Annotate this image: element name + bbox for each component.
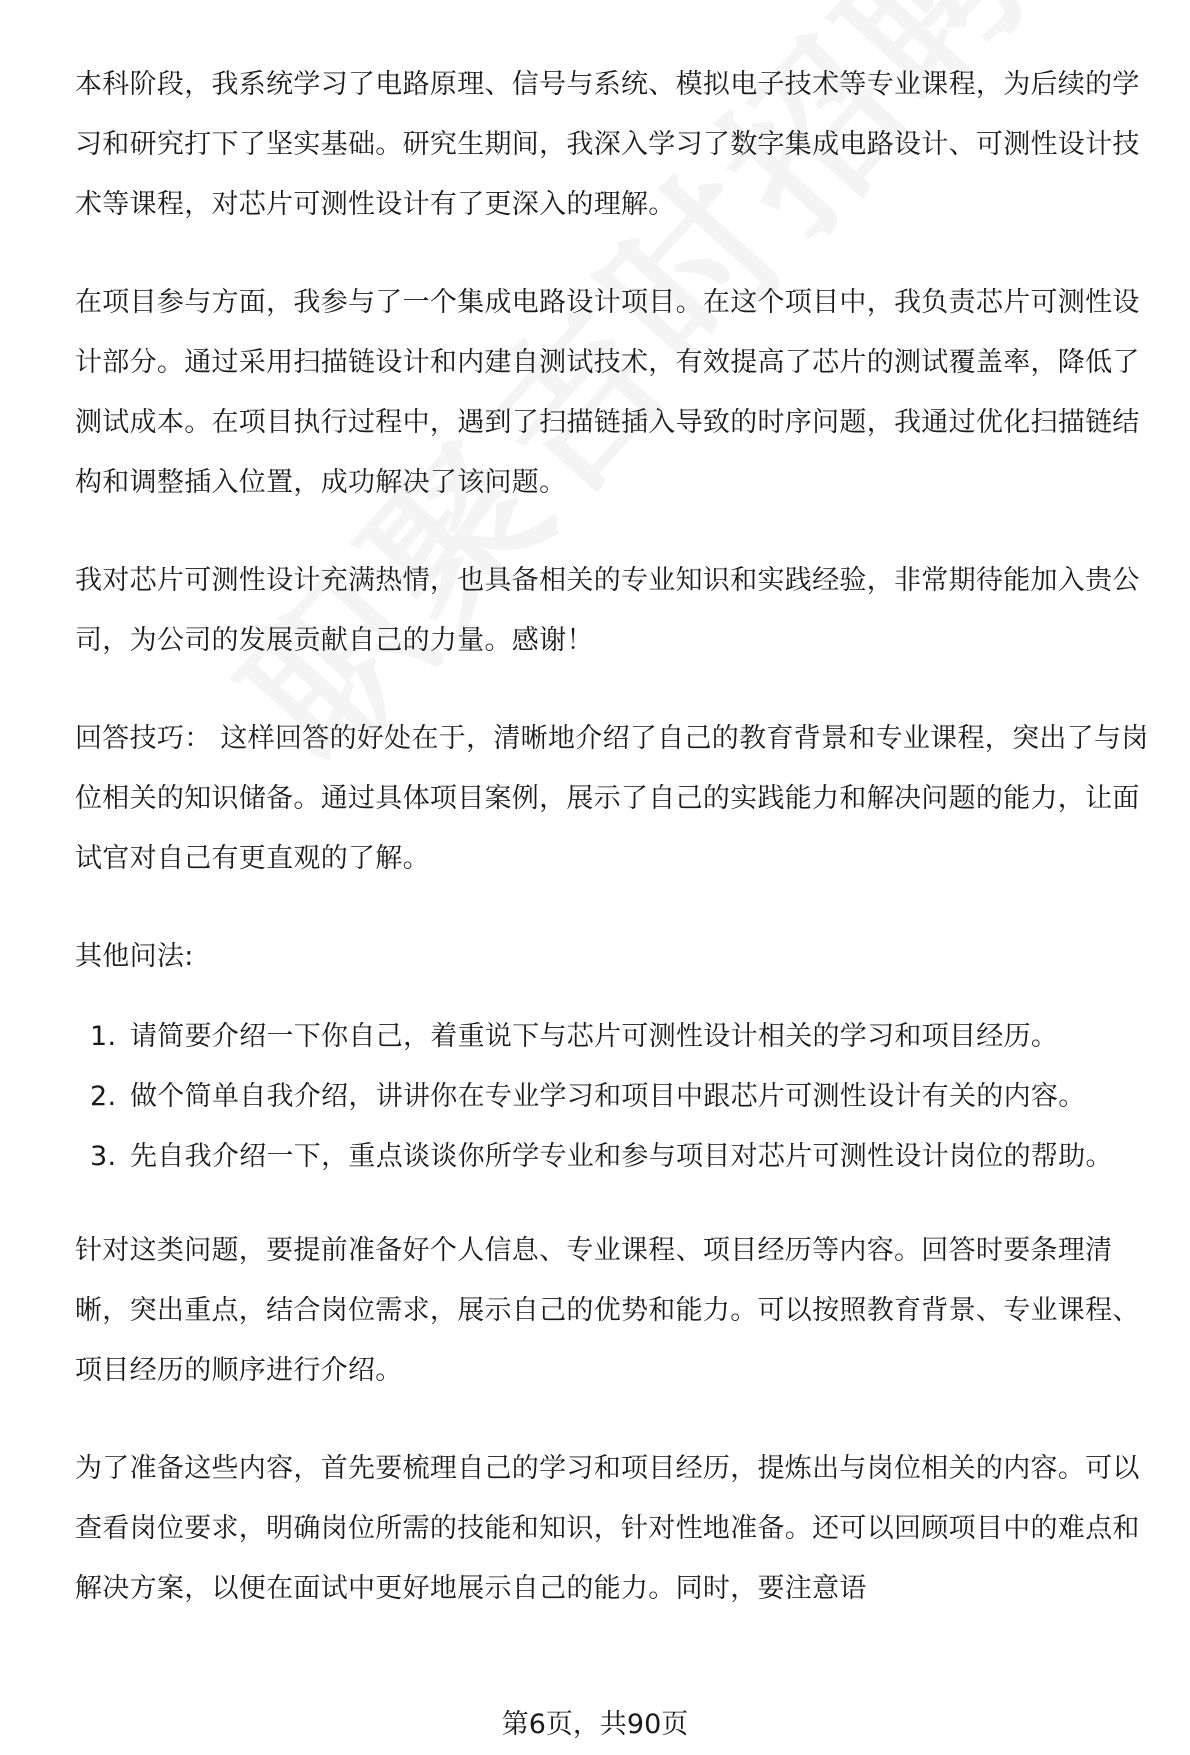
list-item [75,1127,1165,1187]
paragraph-motivation: 我对芯片可测性设计充满热情，也具备相关的专业知识和实践经验，非常期待能加入贵公司，为公司的发展贡献自己的力量。感谢！ [75,565,1140,656]
paragraph-review: 为了准备这些内容，首先要梳理自己的学习和项目经历，提炼出与岗位相关的内容。可以查看岗位要求，明确岗位所需的技能和知识，针对性地准备。还可以回顾项目中的难点和解决方案，以便在面试中更好地展示自己的能力。同时，要注意语 [75,1453,1140,1604]
paragraph-preparation: 针对这类问题，要提前准备好个人信息、专业课程、项目经历等内容。回答时要条理清晰，突出重点，结合岗位需求，展示自己的优势和能力。可以按照教育背景、专业课程、项目经历的顺序进行介绍。 [75,1235,1140,1386]
list-item-number: 1. [90,1021,117,1052]
page-number-footer: 第6页，共90页 [501,1709,689,1740]
list-item [75,1007,1165,1067]
other-questions-heading: 其他问法: [75,941,194,972]
other-questions-list [75,1007,1165,1187]
list-item-number: 3. [90,1141,117,1172]
paragraph-education: 本科阶段，我系统学习了电路原理、信号与系统、模拟电子技术等专业课程，为后续的学习和研究打下了坚实基础。研究生期间，我深入学习了数字集成电路设计、可测性设计技术等课程，对芯片可测性设计有了更深入的理解。 [75,69,1140,220]
list-item-text: 做个简单自我介绍，讲讲你在专业学习和项目中跟芯片可测性设计有关的内容。 [130,1081,1086,1112]
list-item-number: 2. [90,1081,117,1112]
list-item-text: 请简要介绍一下你自己，着重说下与芯片可测性设计相关的学习和项目经历。 [130,1021,1059,1052]
paragraph-answer-tips: 回答技巧： 这样回答的好处在于，清晰地介绍了自己的教育背景和专业课程，突出了与岗位相关的知识储备。通过具体项目案例，展示了自己的实践能力和解决问题的能力，让面试官对自己有更直观的了解。 [75,723,1149,874]
list-item-text: 先自我介绍一下，重点谈谈你所学专业和参与项目对芯片可测性设计岗位的帮助。 [130,1141,1113,1172]
document-body [75,55,1165,1657]
paragraph-project: 在项目参与方面，我参与了一个集成电路设计项目。在这个项目中，我负责芯片可测性设计部分。通过采用扫描链设计和内建自测试技术，有效提高了芯片的测试覆盖率，降低了测试成本。在项目执行过程中，遇到了扫描链插入导致的时序问题，我通过优化扫描链结构和调整插入位置，成功解决了该问题。 [75,287,1140,498]
list-item [75,1067,1165,1127]
